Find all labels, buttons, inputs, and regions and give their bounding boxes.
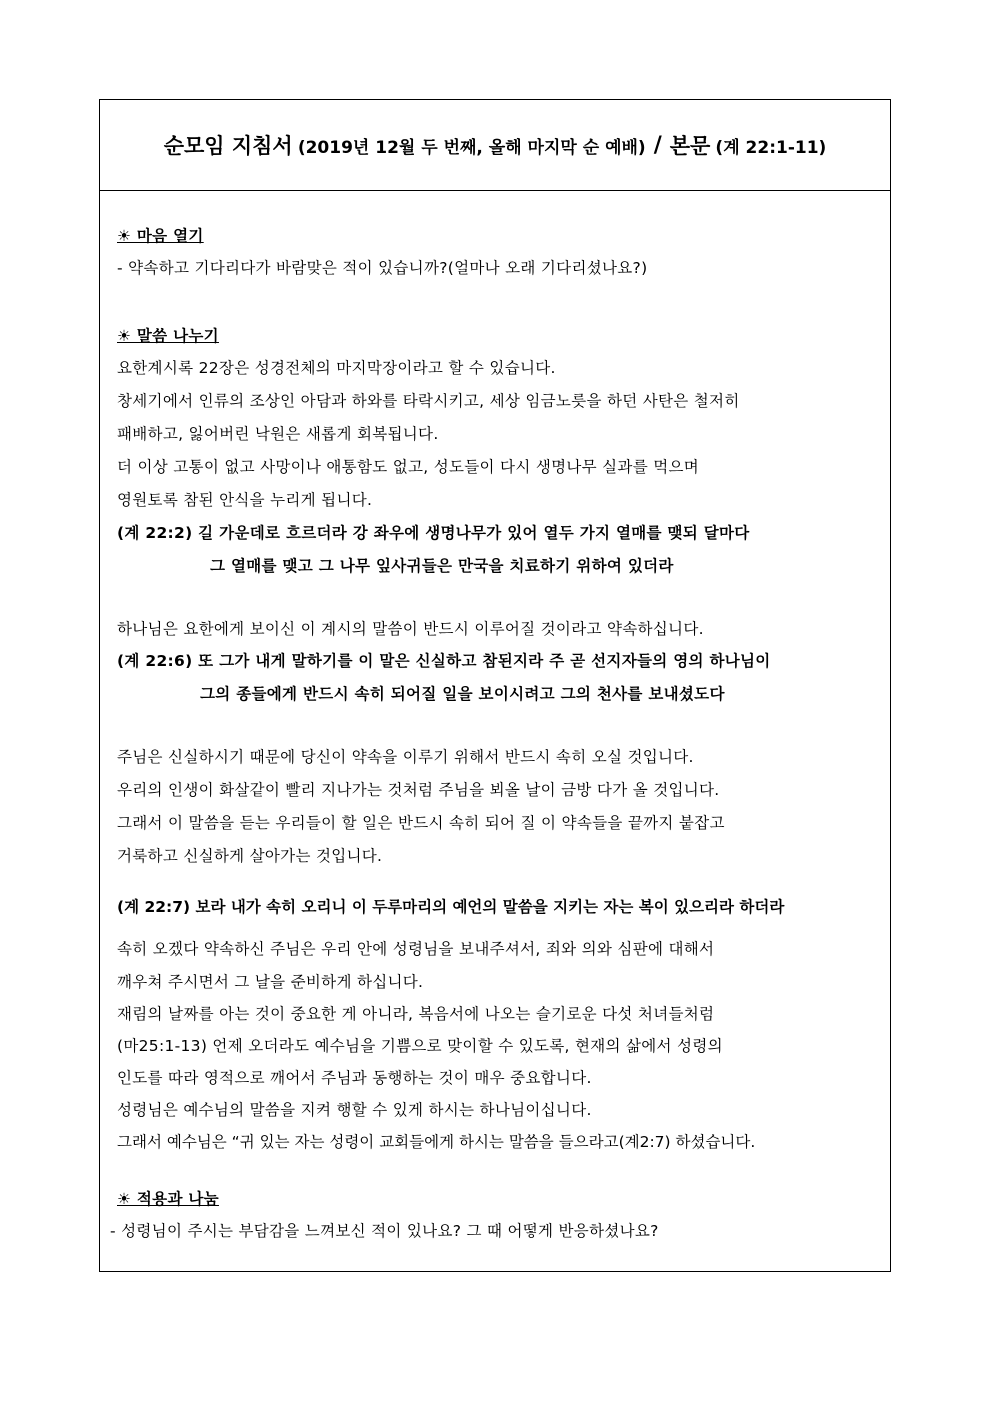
document-header	[100, 100, 890, 191]
section-heading-opening: ☀ 마음 열기	[117, 227, 204, 245]
paragraph-line: 속히 오겠다 약속하신 주님은 우리 안에 성령님을 보내주셔서, 죄와 의와 심판에 대해서	[117, 940, 715, 958]
verse-quote: (계 22:6) 또 그가 내게 말하기를 이 말은 신실하고 참된지라 주 곧 선지자들의 영의 하나님이	[117, 652, 771, 670]
paragraph-line: 창세기에서 인류의 조상인 아담과 하와를 타락시키고, 세상 임금노릇을 하던 사탄은 철저히	[117, 392, 740, 410]
paragraph-line: (마25:1-13) 언제 오더라도 예수님을 기쁨으로 맞이할 수 있도록, 현재의 삶에서 성령의	[117, 1037, 723, 1055]
title-main: 순모임 지침서	[163, 134, 293, 158]
paragraph-line: 재림의 날짜를 아는 것이 중요한 게 아니라, 복음서에 나오는 슬기로운 다섯 처녀들처럼	[117, 1005, 715, 1023]
title-date: (2019년 12월 두 번째, 올해 마지막 순 예배)	[297, 137, 646, 158]
application-question: - 성령님이 주시는 부담감을 느껴보신 적이 있나요? 그 때 어떻게 반응하셨나요?	[110, 1222, 659, 1240]
title-text-label: 본문	[669, 134, 711, 158]
title-separator: /	[653, 132, 662, 158]
section-heading-sharing: ☀ 말씀 나누기	[117, 327, 219, 345]
paragraph-line: 깨우쳐 주시면서 그 날을 준비하게 하십니다.	[117, 973, 424, 991]
paragraph-line: 우리의 인생이 화살같이 빨리 지나가는 것처럼 주님을 뵈올 날이 금방 다가 올 것입니다.	[117, 781, 720, 799]
paragraph-line: 그래서 예수님은 “귀 있는 자는 성령이 교회들에게 하시는 말씀을 들으라고(계2:7) 하셨습니다.	[117, 1133, 756, 1151]
paragraph-line: 그래서 이 말씀을 듣는 우리들이 할 일은 반드시 속히 되어 질 이 약속들을 끝까지 붙잡고	[117, 814, 725, 832]
paragraph-line: 패배하고, 잃어버린 낙원은 새롭게 회복됩니다.	[117, 425, 439, 443]
verse-quote: (계 22:2) 길 가운데로 흐르더라 강 좌우에 생명나무가 있어 열두 가지 열매를 맺되 달마다	[117, 524, 750, 542]
paragraph-line: 하나님은 요한에게 보이신 이 계시의 말씀이 반드시 이루어질 것이라고 약속하십니다.	[117, 620, 704, 638]
paragraph-line: 성령님은 예수님의 말씀을 지켜 행할 수 있게 하시는 하나님이십니다.	[117, 1101, 592, 1119]
verse-quote: 그의 종들에게 반드시 속히 되어질 일을 보이시려고 그의 천사를 보내셨도다	[200, 685, 725, 703]
paragraph-line: 영원토록 참된 안식을 누리게 됩니다.	[117, 491, 373, 509]
title-reference: (계 22:1-11)	[715, 137, 827, 158]
guide-frame	[99, 99, 891, 1272]
paragraph-line: 요한계시록 22장은 성경전체의 마지막장이라고 할 수 있습니다.	[117, 359, 556, 377]
paragraph-line: 거룩하고 신실하게 살아가는 것입니다.	[117, 847, 383, 865]
verse-quote: (계 22:7) 보라 내가 속히 오리니 이 두루마리의 예언의 말씀을 지키는 자는 복이 있으리라 하더라	[117, 898, 785, 916]
section-heading-application: ☀ 적용과 나눔	[117, 1190, 219, 1208]
paragraph-line: 주님은 신실하시기 때문에 당신이 약속을 이루기 위해서 반드시 속히 오실 것입니다.	[117, 748, 694, 766]
paragraph-line: 더 이상 고통이 없고 사망이나 애통함도 없고, 성도들이 다시 생명나무 실과를 먹으며	[117, 458, 700, 476]
verse-quote: 그 열매를 맺고 그 나무 잎사귀들은 만국을 치료하기 위하여 있더라	[210, 557, 674, 575]
opening-question: - 약속하고 기다리다가 바람맞은 적이 있습니까?(얼마나 오래 기다리셨나요?)	[117, 259, 648, 277]
paragraph-line: 인도를 따라 영적으로 깨어서 주님과 동행하는 것이 매우 중요합니다.	[117, 1069, 592, 1087]
